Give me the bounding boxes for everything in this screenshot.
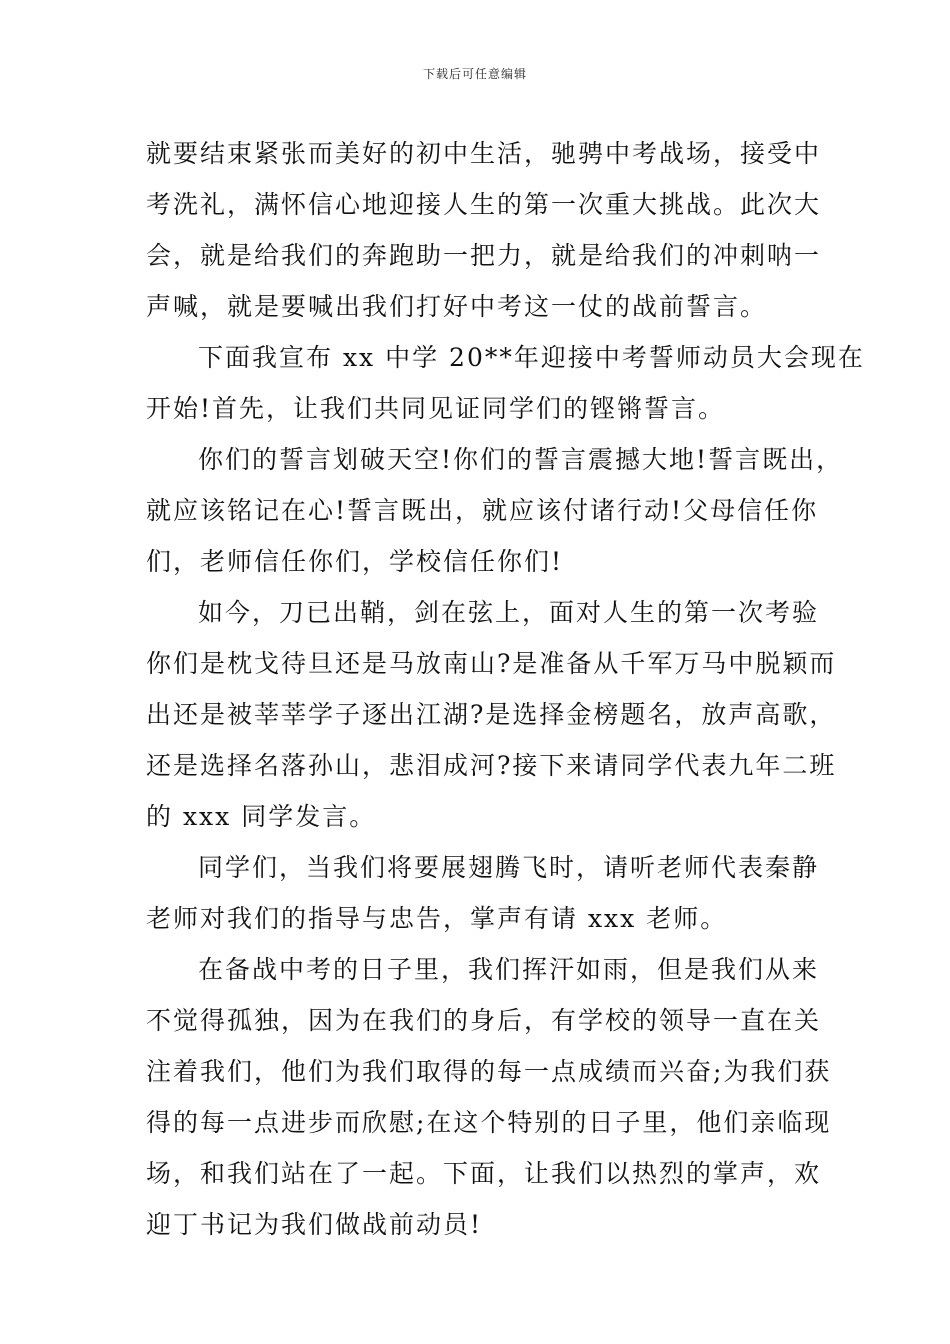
- paragraph-2: [146, 332, 865, 434]
- text-line: 同学们，当我们将要展翅腾飞时，请听老师代表秦静: [198, 853, 820, 882]
- paragraph-6: [146, 944, 832, 1250]
- text-line: 声喊，就是要喊出我们打好中考这一仗的战前誓言。: [146, 292, 768, 321]
- text-line: 在备战中考的日子里，我们挥汗如雨，但是我们从来: [198, 955, 820, 984]
- page-header: 下载后可任意编辑: [422, 67, 527, 81]
- paragraph-3: [146, 434, 844, 587]
- document-body: [146, 128, 865, 1250]
- text-line: 会，就是给我们的奔跑助一把力，就是给我们的冲刺呐一: [146, 241, 822, 270]
- text-line: 开始!首先，让我们共同见证同学们的铿锵誓言。: [146, 394, 726, 423]
- text-line: 场，和我们站在了一起。下面，让我们以热烈的掌声，欢: [146, 1159, 822, 1188]
- text-line: 你们的誓言划破天空!你们的誓言震撼大地!誓言既出，: [198, 445, 844, 474]
- paragraph-5: [146, 842, 818, 944]
- text-line: 迎丁书记为我们做战前动员!: [146, 1210, 483, 1239]
- text-line: 考洗礼，满怀信心地迎接人生的第一次重大挑战。此次大: [146, 190, 822, 219]
- text-line: 们，老师信任你们，学校信任你们!: [146, 547, 564, 576]
- text-line: 不觉得孤独，因为在我们的身后，有学校的领导一直在关: [146, 1006, 822, 1035]
- text-line: 的 xxx 同学发言。: [146, 802, 377, 831]
- paragraph-1: [146, 128, 822, 332]
- paragraph-4: [146, 587, 837, 842]
- text-line: 就应该铭记在心!誓言既出，就应该付诸行动!父母信任你: [146, 496, 819, 525]
- text-line: 得的每一点进步而欣慰;在这个特别的日子里，他们亲临现: [146, 1108, 832, 1137]
- text-line: 注着我们，他们为我们取得的每一点成绩而兴奋;为我们获: [146, 1057, 832, 1086]
- text-line: 还是选择名落孙山，悲泪成河?接下来请同学代表九年二班: [146, 751, 837, 780]
- text-line: 下面我宣布 xx 中学 20**年迎接中考誓师动员大会现在: [198, 343, 865, 372]
- text-line: 如今，刀已出鞘，剑在弦上，面对人生的第一次考验: [198, 598, 820, 627]
- text-line: 你们是枕戈待旦还是马放南山?是准备从千军万马中脱颖而: [146, 649, 837, 678]
- text-line: 出还是被莘莘学子逐出江湖?是选择金榜题名，放声高歌，: [146, 700, 837, 729]
- text-line: 就要结束紧张而美好的初中生活，驰骋中考战场，接受中: [146, 139, 822, 168]
- text-line: 老师对我们的指导与忠告，掌声有请 xxx 老师。: [146, 904, 728, 933]
